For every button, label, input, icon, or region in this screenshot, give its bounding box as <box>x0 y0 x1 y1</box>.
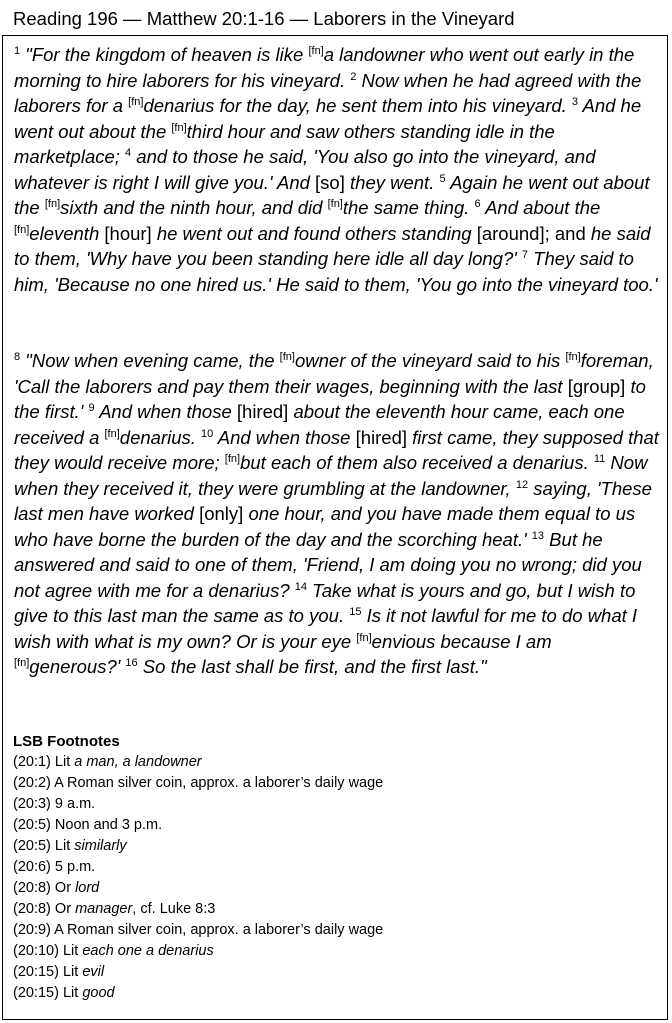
verse-text: owner of the vineyard said to his <box>294 350 566 371</box>
verse-text: he went out and found others standing <box>151 222 477 244</box>
footnote-ref: (20:6) <box>13 859 51 875</box>
footnote-ref: (20:2) <box>13 775 51 791</box>
footnote-item <box>13 941 383 962</box>
footnote-text: Lit <box>54 754 75 770</box>
verse-text: third hour and saw others standing idle in the marketplace; <box>14 120 555 167</box>
footnote-item <box>13 962 383 983</box>
verse-text: sixth and the ninth hour, and did <box>60 197 328 218</box>
verse-number: 7 <box>521 249 529 261</box>
verse-text: "Now when evening came, the <box>20 350 280 371</box>
verse-text: and to those he said, 'You also go into the vineyard, and whatever is right I will give you.' And <box>14 146 596 193</box>
verse-text: to the first.' <box>14 375 646 422</box>
supplied-word: [hired] <box>236 401 289 422</box>
footnote-marker: [fn] <box>44 198 61 210</box>
footnote-ref: (20:10) <box>13 943 59 959</box>
footnote-text: Lit <box>62 964 83 980</box>
footnote-text: Lit <box>62 985 83 1001</box>
footnote-item <box>13 920 383 941</box>
footnote-marker: [fn] <box>224 453 241 465</box>
footnote-ref: (20:5) <box>13 817 51 833</box>
verse-text: They said to him, 'Because no one hired us.' He said to them, 'You go into the vineyard too.' <box>14 248 658 295</box>
footnote-emphasis: a man, a landowner <box>74 754 202 770</box>
footnote-item <box>13 794 383 815</box>
footnote-item <box>13 815 383 836</box>
supplied-word: [group] <box>567 375 626 397</box>
footnote-marker: [fn] <box>279 351 295 363</box>
footnote-ref: (20:5) <box>13 838 51 854</box>
verse-text: he said to them, 'Why have you been standing here idle all day long?' <box>14 222 651 269</box>
verse-text: the same thing. <box>342 197 475 218</box>
footnote-ref: (20:15) <box>13 964 59 980</box>
footnote-text: Or <box>54 901 76 917</box>
footnote-ref: (20:8) <box>13 901 51 917</box>
footnote-emphasis: evil <box>82 964 105 980</box>
verse-text: So the last shall be first, and the first last." <box>137 656 487 677</box>
verse-number: 4 <box>125 147 132 159</box>
verse-number: 6 <box>474 198 481 210</box>
verse-number: 14 <box>294 580 307 593</box>
verse-text: And when those <box>94 401 237 422</box>
footnote-item <box>13 857 383 878</box>
footnote-emphasis: similarly <box>74 838 127 854</box>
footnote-text: Or <box>54 880 76 896</box>
verse-text: a landowner who went out early in the morning to hire laborers for his vineyard. <box>14 44 635 91</box>
verse-number: 2 <box>350 70 357 83</box>
scripture-paragraph-2 <box>14 348 662 680</box>
footnote-text: 5 p.m. <box>54 859 96 875</box>
footnote-marker: [fn] <box>171 121 187 134</box>
verse-number: 5 <box>439 172 446 185</box>
supplied-word: [hired] <box>355 426 407 448</box>
footnote-text: Noon and 3 p.m. <box>54 817 163 833</box>
verse-text: generous?' <box>29 656 126 677</box>
verse-text: envious because I am <box>371 630 552 652</box>
footnote-marker: [fn] <box>14 223 30 236</box>
verse-text: And he went out about the <box>14 95 642 142</box>
footnote-marker: [fn] <box>128 96 144 108</box>
footnote-text: A Roman silver coin, approx. a laborer’s daily wage <box>54 775 384 791</box>
footnote-item <box>13 899 383 920</box>
verse-text: But he answered and said to one of them, 'Friend, I am doing you no wrong; did you not agree with me for a denarius? <box>14 528 642 601</box>
verse-text: denarius. <box>119 426 202 448</box>
footnotes-list <box>13 752 383 1004</box>
verse-number: 9 <box>88 402 95 414</box>
verse-number: 8 <box>14 351 21 363</box>
verse-text: Now when they received it, they were grumbling at the landowner, <box>14 452 648 499</box>
footnote-item <box>13 878 383 899</box>
verse-text: Is it not lawful for me to do what I wish with what is my own? Or is your eye <box>14 605 638 652</box>
verse-text: Now when he had agreed with the laborers for a <box>14 69 642 116</box>
supplied-word: [around]; and <box>476 222 586 244</box>
verse-number: 15 <box>349 606 362 618</box>
footnote-emphasis: lord <box>75 880 100 896</box>
page-title: Reading 196 — Matthew 20:1-16 — Laborers in the Vineyard <box>13 8 515 29</box>
verse-text: first came, they supposed that they would receive more; <box>14 426 659 473</box>
verse-number: 10 <box>201 427 214 440</box>
verse-text: about the eleventh hour came, each one received a <box>14 401 625 448</box>
verse-text: Again he went out about the <box>14 171 650 218</box>
verse-text: they went. <box>344 171 440 193</box>
footnote-marker: [fn] <box>14 657 30 669</box>
footnote-text: , cf. Luke 8:3 <box>132 901 216 917</box>
verse-number: 16 <box>125 657 138 669</box>
reading-box <box>2 35 668 1020</box>
footnote-emphasis: each one a denarius <box>82 943 214 959</box>
footnote-text: 9 a.m. <box>54 796 96 812</box>
footnote-item <box>13 773 383 794</box>
verse-number: 13 <box>531 529 545 542</box>
footnote-text: A Roman silver coin, approx. a laborer’s daily wage <box>54 922 384 938</box>
footnote-text: Lit <box>62 943 83 959</box>
supplied-word: [hour] <box>104 222 152 244</box>
verse-number: 3 <box>571 96 579 108</box>
footnote-ref: (20:3) <box>13 796 51 812</box>
verse-number: 11 <box>593 453 606 465</box>
verse-text: eleventh <box>29 222 105 244</box>
footnote-marker: [fn] <box>327 198 343 210</box>
scripture-paragraph-1 <box>14 42 662 297</box>
footnote-marker: [fn] <box>308 45 324 57</box>
verse-text: one hour, and you have made them equal to us who have borne the burden of the day and the scorching heat.' <box>14 503 636 550</box>
footnotes-heading: LSB Footnotes <box>13 733 120 750</box>
footnote-ref: (20:1) <box>13 754 51 770</box>
verse-text: And about the <box>480 197 601 218</box>
footnote-item <box>13 983 383 1004</box>
footnote-emphasis: manager <box>75 901 133 917</box>
supplied-word: [only] <box>199 503 244 524</box>
footnote-marker: [fn] <box>104 427 120 440</box>
footnote-ref: (20:15) <box>13 985 59 1001</box>
verse-text: And when those <box>213 426 356 448</box>
supplied-word: [so] <box>315 171 345 193</box>
verse-text: saying, 'These last men have worked <box>14 477 652 524</box>
verse-text: "For the kingdom of heaven is like <box>20 44 309 65</box>
footnote-text: Lit <box>54 838 75 854</box>
verse-text: Take what is yours and go, but I wish to give to this last man the same as to you. <box>14 579 636 626</box>
footnote-marker: [fn] <box>565 351 581 363</box>
footnote-item <box>13 752 383 773</box>
footnote-emphasis: good <box>82 985 115 1001</box>
verse-number: 1 <box>14 45 21 57</box>
verse-text: denarius for the day, he sent them into his vineyard. <box>143 95 572 116</box>
footnote-ref: (20:9) <box>13 922 51 938</box>
verse-text: but each of them also received a denarius. <box>240 452 594 473</box>
verse-number: 12 <box>515 478 529 491</box>
footnote-item <box>13 836 383 857</box>
verse-text: foreman, 'Call the laborers and pay them their wages, beginning with the last <box>14 350 654 397</box>
footnote-marker: [fn] <box>356 631 372 644</box>
footnote-ref: (20:8) <box>13 880 51 896</box>
